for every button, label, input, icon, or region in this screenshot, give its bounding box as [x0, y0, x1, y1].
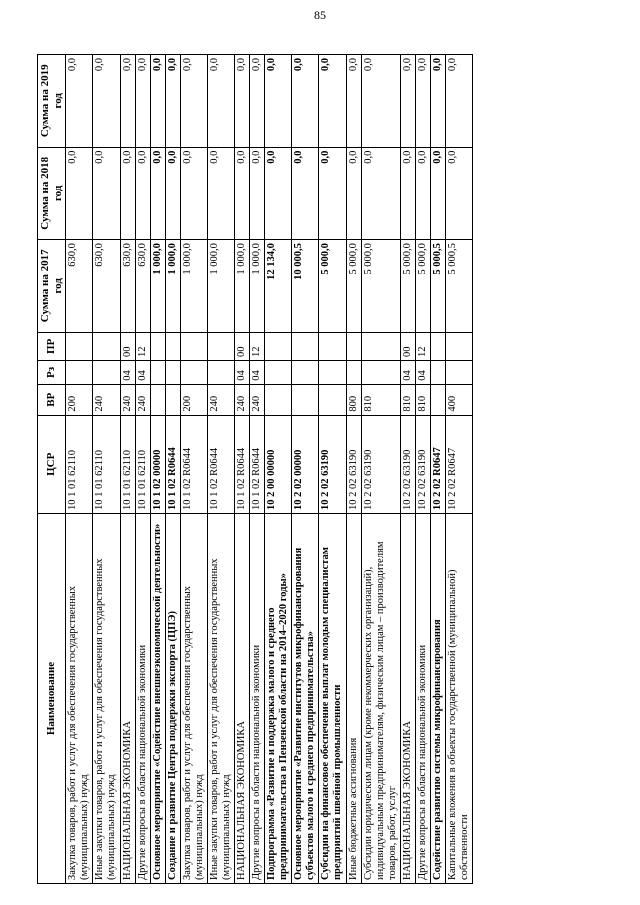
- sum-2017-cell: 5 000,0: [400, 240, 415, 333]
- vr-cell: [165, 384, 180, 415]
- sum-2019-cell: 0,0: [93, 55, 120, 148]
- table-row: [250, 55, 265, 884]
- csr-cell: 10 1 02 R0644: [180, 415, 207, 513]
- pr-cell: [265, 332, 292, 360]
- rz-cell: 04: [235, 361, 250, 385]
- vr-cell: 400: [445, 384, 472, 415]
- sum-2018-cell: 0,0: [400, 147, 415, 240]
- vr-cell: 810: [400, 384, 415, 415]
- rz-cell: [207, 361, 234, 385]
- vr-cell: [430, 384, 445, 415]
- sum-2017-cell: 5 000,5: [430, 240, 445, 333]
- pr-cell: [180, 332, 207, 360]
- csr-cell: 10 2 00 00000: [265, 415, 292, 513]
- header-sum-2017: Сумма на 2017 год: [38, 240, 66, 333]
- sum-2018-cell: 0,0: [207, 147, 234, 240]
- sum-2017-cell: 1 000,0: [165, 240, 180, 333]
- name-cell: Субсидии юридическим лицам (кроме некоммерческих организаций), индивидуальным предпринимателям, физическим лицам – производителям товаров, работ, услуг: [361, 513, 400, 883]
- table-row: [430, 55, 445, 884]
- sum-2019-cell: 0,0: [165, 55, 180, 148]
- rz-cell: [430, 361, 445, 385]
- header-sum-2019: Сумма на 2019 год: [38, 55, 66, 148]
- sum-2017-cell: 5 000,5: [445, 240, 472, 333]
- header-row: [38, 55, 66, 884]
- sum-2018-cell: 0,0: [445, 147, 472, 240]
- rz-cell: 04: [400, 361, 415, 385]
- table-row: [292, 55, 319, 884]
- rz-cell: [361, 361, 400, 385]
- sum-2017-cell: 1 000,0: [250, 240, 265, 333]
- sum-2019-cell: 0,0: [445, 55, 472, 148]
- vr-cell: 810: [361, 384, 400, 415]
- rz-cell: [150, 361, 165, 385]
- sum-2018-cell: 0,0: [430, 147, 445, 240]
- header-csr: ЦСР: [38, 415, 66, 513]
- table-row: [150, 55, 165, 884]
- vr-cell: 240: [93, 384, 120, 415]
- rz-cell: [93, 361, 120, 385]
- sum-2017-cell: 5 000,0: [361, 240, 400, 333]
- csr-cell: 10 2 02 63190: [415, 415, 430, 513]
- sum-2018-cell: 0,0: [180, 147, 207, 240]
- sum-2018-cell: 0,0: [415, 147, 430, 240]
- csr-cell: 10 1 01 62110: [135, 415, 150, 513]
- name-cell: Иные закупки товаров, работ и услуг для обеспечения государственных (муниципальных) нужд: [207, 513, 234, 883]
- table-row: [400, 55, 415, 884]
- sum-2017-cell: 12 134,0: [265, 240, 292, 333]
- name-cell: НАЦИОНАЛЬНАЯ ЭКОНОМИКА: [400, 513, 415, 883]
- csr-cell: 10 1 01 62110: [93, 415, 120, 513]
- sum-2017-cell: 1 000,0: [180, 240, 207, 333]
- rz-cell: [292, 361, 319, 385]
- csr-cell: 10 2 02 00000: [292, 415, 319, 513]
- pr-cell: [93, 332, 120, 360]
- name-cell: Другие вопросы в области национальной экономики: [250, 513, 265, 883]
- table-row: [135, 55, 150, 884]
- table-row: [120, 55, 135, 884]
- name-cell: Другие вопросы в области национальной экономики: [135, 513, 150, 883]
- sum-2017-cell: 1 000,0: [207, 240, 234, 333]
- vr-cell: [319, 384, 346, 415]
- vr-cell: 240: [135, 384, 150, 415]
- sum-2018-cell: 0,0: [292, 147, 319, 240]
- budget-table: [37, 54, 473, 884]
- pr-cell: 00: [235, 332, 250, 360]
- sum-2019-cell: 0,0: [346, 55, 361, 148]
- rz-cell: 04: [120, 361, 135, 385]
- pr-cell: [430, 332, 445, 360]
- name-cell: Закупка товаров, работ и услуг для обеспечения государственных (муниципальных) нужд: [180, 513, 207, 883]
- vr-cell: [265, 384, 292, 415]
- name-cell: Создание и развитие Центра поддержки экспорта (ЦПЭ): [165, 513, 180, 883]
- pr-cell: [445, 332, 472, 360]
- pr-cell: [207, 332, 234, 360]
- name-cell: Другие вопросы в области национальной экономики: [415, 513, 430, 883]
- csr-cell: 10 1 01 62110: [120, 415, 135, 513]
- sum-2018-cell: 0,0: [150, 147, 165, 240]
- sum-2019-cell: 0,0: [207, 55, 234, 148]
- pr-cell: [150, 332, 165, 360]
- name-cell: Закупка товаров, работ и услуг для обеспечения государственных (муниципальных) нужд: [66, 513, 93, 883]
- sum-2019-cell: 0,0: [400, 55, 415, 148]
- name-cell: Иные бюджетные ассигнования: [346, 513, 361, 883]
- csr-cell: 10 2 02 63190: [400, 415, 415, 513]
- table-row: [361, 55, 400, 884]
- table-row: [346, 55, 361, 884]
- csr-cell: 10 1 02 R0644: [207, 415, 234, 513]
- header-vr: ВР: [38, 384, 66, 415]
- sum-2017-cell: 5 000,0: [319, 240, 346, 333]
- csr-cell: 10 2 02 63190: [319, 415, 346, 513]
- sum-2017-cell: 5 000,0: [415, 240, 430, 333]
- pr-cell: 00: [400, 332, 415, 360]
- pr-cell: [319, 332, 346, 360]
- sum-2018-cell: 0,0: [135, 147, 150, 240]
- rz-cell: [165, 361, 180, 385]
- sum-2018-cell: 0,0: [346, 147, 361, 240]
- vr-cell: 200: [66, 384, 93, 415]
- table-row: [265, 55, 292, 884]
- sum-2018-cell: 0,0: [66, 147, 93, 240]
- table-row: [165, 55, 180, 884]
- rz-cell: [180, 361, 207, 385]
- pr-cell: 00: [120, 332, 135, 360]
- sum-2017-cell: 630,0: [66, 240, 93, 333]
- rz-cell: 04: [135, 361, 150, 385]
- sum-2019-cell: 0,0: [250, 55, 265, 148]
- vr-cell: 800: [346, 384, 361, 415]
- sum-2017-cell: 10 000,5: [292, 240, 319, 333]
- vr-cell: [150, 384, 165, 415]
- table-body: [66, 55, 473, 884]
- sum-2017-cell: 630,0: [135, 240, 150, 333]
- name-cell: Субсидии на финансовое обеспечение выплат молодым специалистам предприятий швейной промышленности: [319, 513, 346, 883]
- csr-cell: 10 2 02 63190: [346, 415, 361, 513]
- pr-cell: [66, 332, 93, 360]
- sum-2019-cell: 0,0: [150, 55, 165, 148]
- header-name: Наименование: [38, 513, 66, 883]
- table-row: [445, 55, 472, 884]
- sum-2019-cell: 0,0: [361, 55, 400, 148]
- sum-2018-cell: 0,0: [165, 147, 180, 240]
- name-cell: Содействие развитию системы микрофинансирования: [430, 513, 445, 883]
- vr-cell: [292, 384, 319, 415]
- pr-cell: 12: [250, 332, 265, 360]
- csr-cell: 10 1 02 R0644: [235, 415, 250, 513]
- pr-cell: [361, 332, 400, 360]
- sum-2018-cell: 0,0: [235, 147, 250, 240]
- csr-cell: 10 1 02 R0644: [250, 415, 265, 513]
- header-pr: ПР: [38, 332, 66, 360]
- name-cell: Иные закупки товаров, работ и услуг для обеспечения государственных (муниципальных) нужд: [93, 513, 120, 883]
- rz-cell: [66, 361, 93, 385]
- pr-cell: 12: [415, 332, 430, 360]
- header-sum-2018: Сумма на 2018 год: [38, 147, 66, 240]
- table-row: [180, 55, 207, 884]
- table-row: [235, 55, 250, 884]
- sum-2017-cell: 630,0: [120, 240, 135, 333]
- header-rz: Рз: [38, 361, 66, 385]
- csr-cell: 10 2 02 63190: [361, 415, 400, 513]
- table-row: [66, 55, 93, 884]
- page-number: 85: [314, 8, 326, 22]
- sum-2018-cell: 0,0: [265, 147, 292, 240]
- sum-2017-cell: 5 000,0: [346, 240, 361, 333]
- sum-2018-cell: 0,0: [120, 147, 135, 240]
- vr-cell: 810: [415, 384, 430, 415]
- pr-cell: [292, 332, 319, 360]
- sum-2017-cell: 1 000,0: [235, 240, 250, 333]
- rz-cell: 04: [250, 361, 265, 385]
- rz-cell: [445, 361, 472, 385]
- sum-2017-cell: 630,0: [93, 240, 120, 333]
- vr-cell: 240: [207, 384, 234, 415]
- name-cell: Капитальные вложения в объекты государственной (муниципальной) собственности: [445, 513, 472, 883]
- csr-cell: 10 1 02 00000: [150, 415, 165, 513]
- name-cell: Основное мероприятие «Содействие внешнеэкономической деятельности»: [150, 513, 165, 883]
- table-row: [93, 55, 120, 884]
- sum-2019-cell: 0,0: [180, 55, 207, 148]
- rz-cell: [319, 361, 346, 385]
- table-row: [319, 55, 346, 884]
- sum-2017-cell: 1 000,0: [150, 240, 165, 333]
- pr-cell: 12: [135, 332, 150, 360]
- sum-2018-cell: 0,0: [250, 147, 265, 240]
- sum-2019-cell: 0,0: [120, 55, 135, 148]
- rotated-container: [37, 54, 597, 884]
- rz-cell: [346, 361, 361, 385]
- csr-cell: 10 1 02 R0644: [165, 415, 180, 513]
- sum-2019-cell: 0,0: [430, 55, 445, 148]
- sum-2019-cell: 0,0: [235, 55, 250, 148]
- csr-cell: 10 2 02 R0647: [445, 415, 472, 513]
- name-cell: Основное мероприятие «Развитие институтов микрофинансирования субъектов малого и среднего предпринимательства»: [292, 513, 319, 883]
- pr-cell: [165, 332, 180, 360]
- vr-cell: 240: [250, 384, 265, 415]
- pr-cell: [346, 332, 361, 360]
- sum-2019-cell: 0,0: [319, 55, 346, 148]
- sum-2019-cell: 0,0: [415, 55, 430, 148]
- vr-cell: 200: [180, 384, 207, 415]
- rz-cell: [265, 361, 292, 385]
- sum-2018-cell: 0,0: [361, 147, 400, 240]
- vr-cell: 240: [120, 384, 135, 415]
- sum-2018-cell: 0,0: [93, 147, 120, 240]
- sum-2019-cell: 0,0: [265, 55, 292, 148]
- name-cell: Подпрограмма «Развитие и поддержка малого и среднего предпринимательства в Пензенской области на 2014–2020 годы»: [265, 513, 292, 883]
- sum-2018-cell: 0,0: [319, 147, 346, 240]
- sum-2019-cell: 0,0: [292, 55, 319, 148]
- name-cell: НАЦИОНАЛЬНАЯ ЭКОНОМИКА: [120, 513, 135, 883]
- name-cell: НАЦИОНАЛЬНАЯ ЭКОНОМИКА: [235, 513, 250, 883]
- csr-cell: 10 2 02 R0647: [430, 415, 445, 513]
- vr-cell: 240: [235, 384, 250, 415]
- table-row: [207, 55, 234, 884]
- rz-cell: 04: [415, 361, 430, 385]
- table-row: [415, 55, 430, 884]
- csr-cell: 10 1 01 62110: [66, 415, 93, 513]
- sum-2019-cell: 0,0: [135, 55, 150, 148]
- sum-2019-cell: 0,0: [66, 55, 93, 148]
